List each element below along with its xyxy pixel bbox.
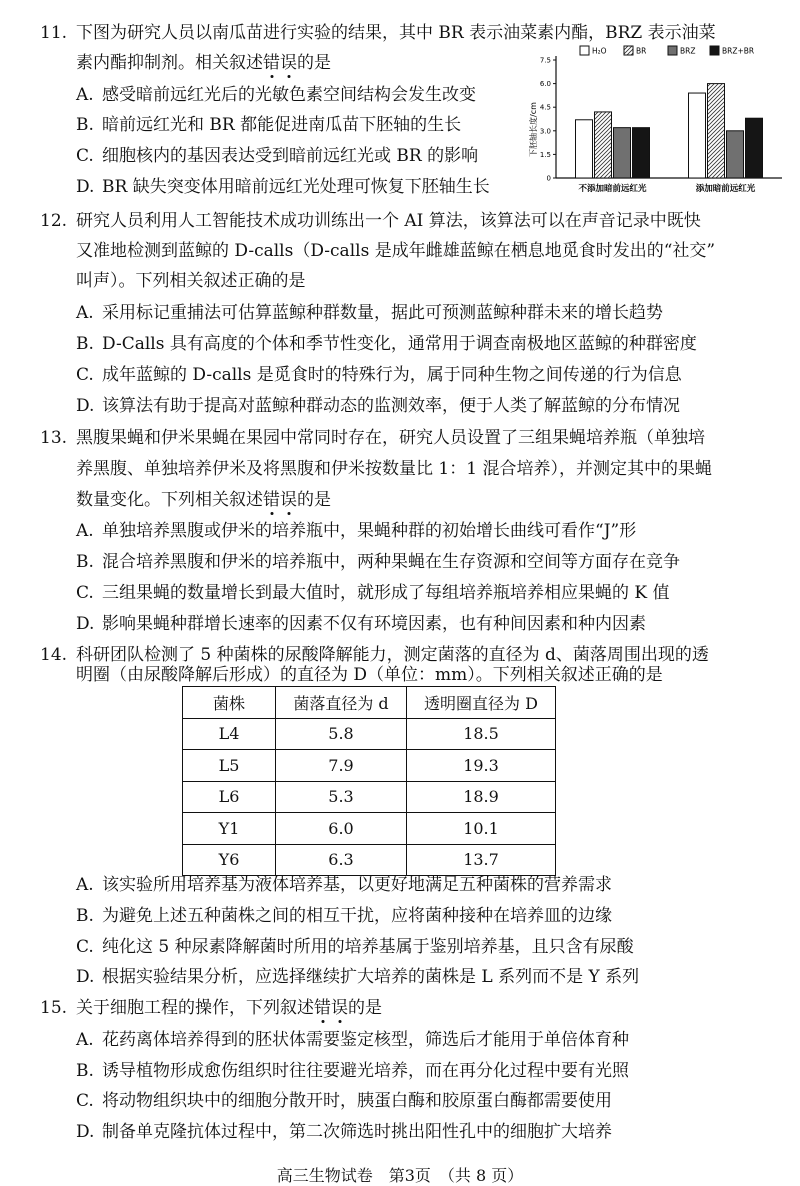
q11-number: 11. <box>40 23 68 43</box>
q14-option-c <box>76 936 634 958</box>
y-tick-label: 1.5 <box>539 150 551 159</box>
q15-option-a <box>76 1029 629 1051</box>
option-text: 制备单克隆抗体过程中，第二次筛选时挑出阳性孔中的细胞扩大培养 <box>102 1122 612 1142</box>
emph-char: 误 <box>331 998 348 1018</box>
option-text: 混合培养黑腹和伊米的培养瓶中，两种果蝇在生存资源和空间等方面存在竞争 <box>102 552 680 572</box>
y-tick-label: 4.5 <box>539 103 551 112</box>
q12-stem-text-1: 研究人员利用人工智能技术成功训练出一个 AI 算法，该算法可以在声音记录中既快 <box>76 211 701 231</box>
legend-swatch <box>624 46 633 55</box>
table-cell: Y1 <box>183 813 276 845</box>
table-row <box>183 813 556 845</box>
q13-stem-text-1: 黑腹果蝇和伊米果蝇在果园中常同时存在，研究人员设置了三组果蝇培养瓶（单独培 <box>76 428 705 448</box>
y-tick-label: 0 <box>546 174 551 183</box>
q11-option-b <box>76 114 461 136</box>
q12-stem-line-2 <box>76 240 715 262</box>
q15-stem-pre: 关于细胞工程的操作，下列叙述 <box>76 998 314 1018</box>
legend-label: BRZ <box>680 46 696 56</box>
q12-number: 12. <box>40 211 68 231</box>
emph-char: 误 <box>280 490 297 510</box>
q14-stem-line-1 <box>40 644 709 666</box>
q11-bar-chart <box>520 42 790 202</box>
option-text: 单独培养黑腹或伊米的培养瓶中，果蝇种群的初始增长曲线可看作“J”形 <box>102 521 637 541</box>
q13-emphasis <box>263 490 297 510</box>
option-text: 为避免上述五种菌株之间的相互干扰，应将菌种接种在培养皿的边缘 <box>102 906 612 926</box>
bar <box>746 118 763 178</box>
option-text: 花药离体培养得到的胚状体需要鉴定核型，筛选后才能用于单倍体育种 <box>102 1030 629 1050</box>
q15-stem-line <box>40 997 382 1019</box>
table-cell: Y6 <box>183 844 276 876</box>
bar <box>633 128 650 178</box>
q14-option-d <box>76 966 639 988</box>
q12-option-a <box>76 302 663 324</box>
q15-number: 15. <box>40 998 68 1018</box>
x-category-label: 添加暗前远红光 <box>695 184 756 194</box>
q13-option-b <box>76 551 680 573</box>
q13-stem-line-2 <box>76 458 712 480</box>
q13-stem-line-3 <box>76 489 331 511</box>
table-row <box>183 781 556 813</box>
table-cell: 5.3 <box>276 781 407 813</box>
q12-option-c <box>76 364 682 386</box>
option-text: 该算法有助于提高对蓝鲸种群动态的监测效率，便于人类了解蓝鲸的分布情况 <box>102 396 680 416</box>
legend-swatch <box>710 46 719 55</box>
bar <box>576 120 593 178</box>
option-label: C. <box>76 583 94 603</box>
q12-stem-line-1 <box>40 210 701 232</box>
q15-stem-post: 的是 <box>348 998 382 1018</box>
emph-char: 错 <box>263 53 280 73</box>
option-label: D. <box>76 1122 95 1142</box>
table-cell: 7.9 <box>276 750 407 782</box>
table-row <box>183 718 556 750</box>
option-text: 采用标记重捕法可估算蓝鲸种群数量，据此可预测蓝鲸种群未来的增长趋势 <box>102 303 663 323</box>
table-row <box>183 750 556 782</box>
chart-y-label: 下胚轴长度/cm <box>529 102 538 157</box>
q14-stem-line-2 <box>76 664 663 686</box>
q11-stem-line-2 <box>76 52 331 74</box>
q15-emphasis <box>314 998 348 1018</box>
option-label: A. <box>76 1030 94 1050</box>
table-header: 透明圈直径为 D <box>407 687 556 719</box>
option-text: 该实验所用培养基为液体培养基，以更好地满足五种菌株的营养需求 <box>102 875 612 895</box>
option-text: 成年蓝鲸的 D-calls 是觅食时的特殊行为，属于同种生物之间传递的行为信息 <box>102 365 682 385</box>
y-tick-label: 3.0 <box>539 127 551 136</box>
table-cell: 10.1 <box>407 813 556 845</box>
strain-table <box>182 686 556 876</box>
option-label: C. <box>76 146 94 166</box>
table-cell: 13.7 <box>407 844 556 876</box>
bar <box>708 84 725 178</box>
legend-swatch <box>580 46 589 55</box>
option-text: BR 缺失突变体用暗前远红光处理可恢复下胚轴生长 <box>102 177 490 197</box>
option-label: B. <box>76 334 94 354</box>
table-cell: L5 <box>183 750 276 782</box>
option-label: C. <box>76 365 94 385</box>
x-category-label: 不添加暗前远红光 <box>578 184 647 194</box>
legend-label: BRZ+BR <box>722 46 755 56</box>
option-label: D. <box>76 396 95 416</box>
q13-stem-post: 的是 <box>297 490 331 510</box>
table-cell: L4 <box>183 718 276 750</box>
table-cell: L6 <box>183 781 276 813</box>
option-text: 影响果蝇种群增长速率的因素不仅有环境因素，也有种间因素和种内因素 <box>102 614 646 634</box>
chart-svg <box>520 42 790 202</box>
option-label: B. <box>76 1061 94 1081</box>
q13-stem-pre: 数量变化。下列相关叙述 <box>76 490 263 510</box>
table-header-row <box>183 687 556 719</box>
q13-number: 13. <box>40 428 68 448</box>
q14-stem-text-1: 科研团队检测了 5 种菌株的尿酸降解能力，测定菌落的直径为 d、菌落周围出现的透 <box>76 645 709 665</box>
q11-stem-text-1: 下图为研究人员以南瓜苗进行实验的结果，其中 BR 表示油菜素内酯，BRZ 表示油菜 <box>76 23 716 43</box>
table-cell: 18.9 <box>407 781 556 813</box>
option-text: 诱导植物形成愈伤组织时往往要避光培养，而在再分化过程中要有光照 <box>102 1061 629 1081</box>
option-label: D. <box>76 614 95 634</box>
chart-legend <box>580 46 754 56</box>
legend-label: H₂O <box>592 46 607 56</box>
q14-option-b <box>76 905 612 927</box>
page-footer: 高三生物试卷 第3页 （共 8 页） <box>276 1166 524 1185</box>
option-text: 细胞核内的基因表达受到暗前远红光或 BR 的影响 <box>102 146 479 166</box>
q11-option-c <box>76 145 478 167</box>
q12-option-b <box>76 333 697 355</box>
q13-option-d <box>76 613 646 635</box>
option-label: C. <box>76 1091 94 1111</box>
bar <box>689 93 706 178</box>
option-text: 纯化这 5 种尿素降解菌时所用的培养基属于鉴别培养基，且只含有尿酸 <box>102 937 634 957</box>
table-header: 菌株 <box>183 687 276 719</box>
option-text: 将动物组织块中的细胞分散开时，胰蛋白酶和胶原蛋白酶都需要使用 <box>102 1091 612 1111</box>
legend-swatch <box>668 46 677 55</box>
y-tick-label: 7.5 <box>539 56 551 65</box>
option-label: A. <box>76 85 94 105</box>
emph-char: 误 <box>280 53 297 73</box>
option-label: B. <box>76 552 94 572</box>
q13-stem-line-1 <box>40 427 705 449</box>
q11-stem-post: 的是 <box>297 53 331 73</box>
q15-option-b <box>76 1060 629 1082</box>
option-label: B. <box>76 906 94 926</box>
q12-stem-text-3: 叫声）。下列相关叙述正确的是 <box>76 271 306 291</box>
table-header: 菌落直径为 d <box>276 687 407 719</box>
y-tick-label: 6.0 <box>539 80 551 89</box>
option-label: D. <box>76 967 95 987</box>
bar <box>614 128 631 178</box>
option-label: A. <box>76 875 94 895</box>
bar <box>727 131 744 178</box>
q13-stem-text-2: 养黑腹、单独培养伊米及将黑腹和伊米按数量比 1：1 混合培养），并测定其中的果蝇 <box>76 459 712 479</box>
option-text: 根据实验结果分析，应选择继续扩大培养的菌株是 L 系列而不是 Y 系列 <box>102 967 640 987</box>
q14-stem-text-2: 明圈（由尿酸降解后形成）的直径为 D（单位：mm）。下列相关叙述正确的是 <box>76 665 663 685</box>
q11-option-a <box>76 84 476 106</box>
table-cell: 6.3 <box>276 844 407 876</box>
option-label: C. <box>76 937 94 957</box>
q13-option-a <box>76 520 636 542</box>
option-text: 三组果蝇的数量增长到最大值时，就形成了每组培养瓶培养相应果蝇的 K 值 <box>102 583 670 603</box>
q12-stem-line-3 <box>76 270 306 292</box>
q13-option-c <box>76 582 670 604</box>
q14-number: 14. <box>40 645 68 665</box>
emph-char: 错 <box>263 490 280 510</box>
table-cell: 6.0 <box>276 813 407 845</box>
q15-option-c <box>76 1090 612 1112</box>
q11-stem-pre: 素内酯抑制剂。相关叙述 <box>76 53 263 73</box>
option-label: A. <box>76 303 94 323</box>
option-label: D. <box>76 177 95 197</box>
table-cell: 5.8 <box>276 718 407 750</box>
emph-char: 错 <box>314 998 331 1018</box>
q11-stem-line-1 <box>40 22 716 44</box>
table-cell: 19.3 <box>407 750 556 782</box>
option-text: 感受暗前远红光后的光敏色素空间结构会发生改变 <box>102 85 476 105</box>
q15-option-d <box>76 1121 612 1143</box>
table-cell: 18.5 <box>407 718 556 750</box>
option-text: D-Calls 具有高度的个体和季节性变化，通常用于调查南极地区蓝鲸的种群密度 <box>102 334 697 354</box>
q11-option-d <box>76 176 490 198</box>
q11-emphasis <box>263 53 297 73</box>
legend-label: BR <box>636 46 647 56</box>
table-row <box>183 844 556 876</box>
option-label: B. <box>76 115 94 135</box>
bar <box>595 112 612 178</box>
option-text: 暗前远红光和 BR 都能促进南瓜苗下胚轴的生长 <box>102 115 462 135</box>
option-label: A. <box>76 521 94 541</box>
q12-option-d <box>76 395 680 417</box>
q12-stem-text-2: 又准地检测到蓝鲸的 D-calls（D-calls 是成年雌雄蓝鲸在栖息地觅食时发出的“社交” <box>76 241 716 261</box>
q14-option-a <box>76 874 612 896</box>
